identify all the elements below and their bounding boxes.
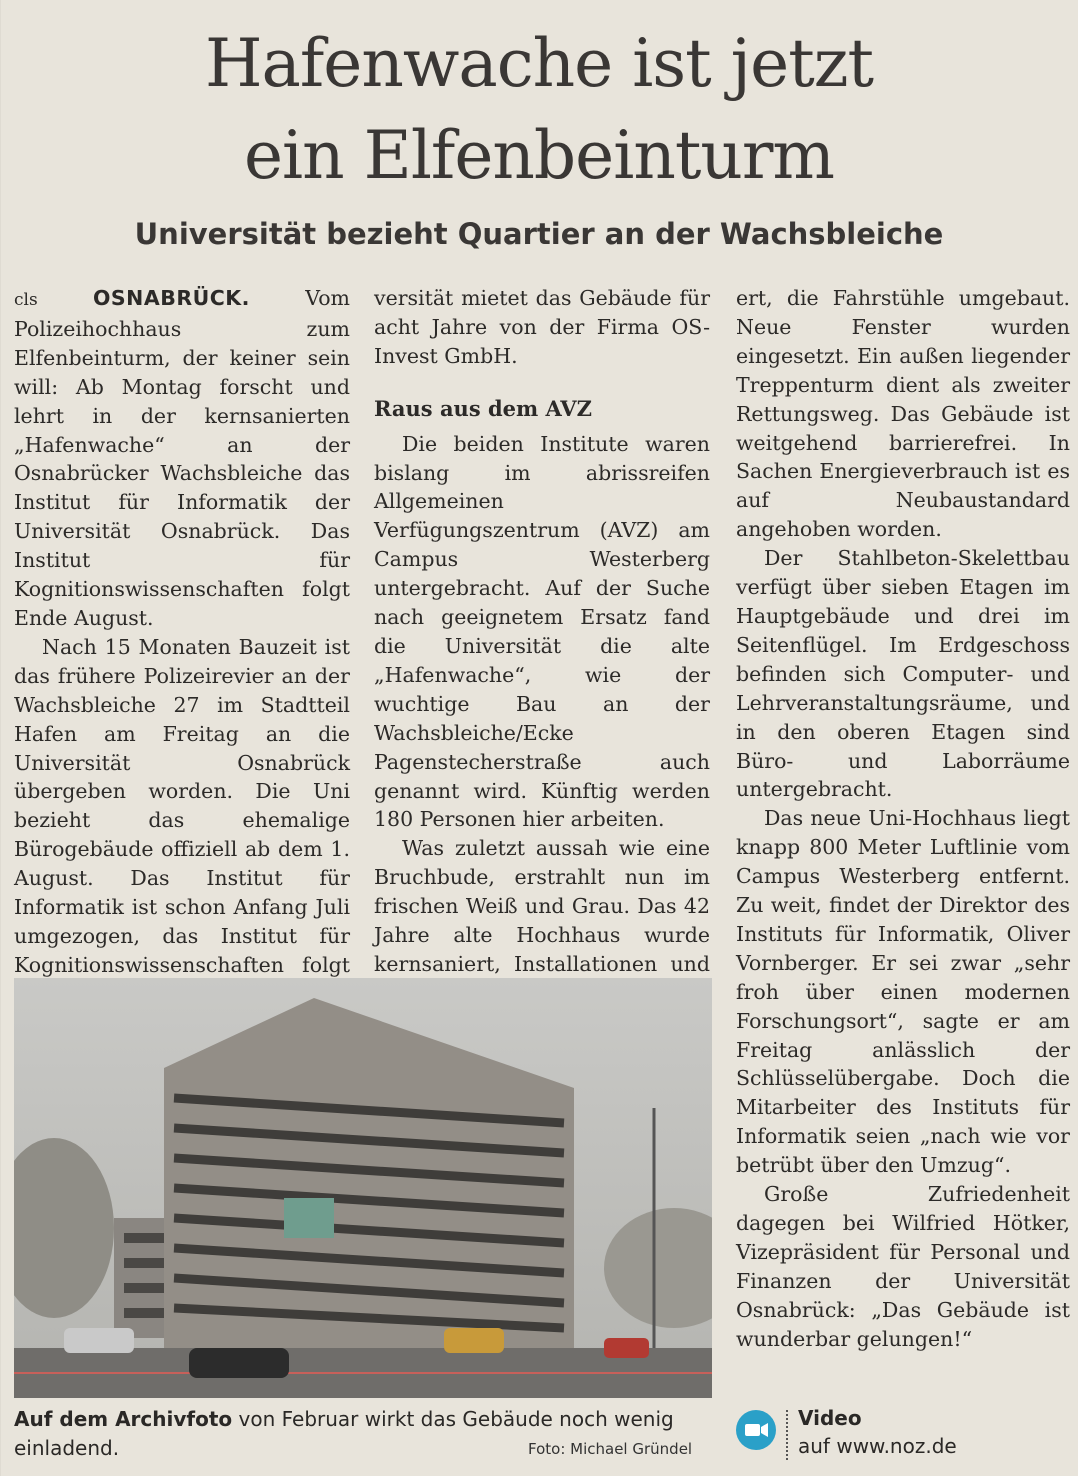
dateline: OSNABRÜCK.: [92, 286, 250, 310]
headline-line-2: ein Elfenbeinturm: [243, 117, 835, 194]
article-paragraph: Das neue Uni-Hochhaus liegt knapp 800 Meter Luftlinie vom Campus Westerberg entfernt. Zu weit, findet der Direktor des Instituts für Informatik, Oliver Vornberger. Er sei zwar „sehr froh über einen modernen Forschungsort“, sagte er am Freitag anlässlich der Schlüsselübergabe. Doch die Mitarbeiter des Instituts für Informatik seien „nach wie vor betrübt über den Umzug“.: [736, 806, 1070, 1178]
building-illustration: [14, 978, 712, 1398]
article-paragraph: Große Zufriedenheit dagegen bei Wilfried Hötker, Vizepräsident für Personal und Finanzen der Universität Osnabrück: „Das Gebäude ist wunderbar gelungen!“: [736, 1182, 1070, 1351]
article-headline: [0, 18, 1078, 202]
article-column-2: [374, 284, 710, 1008]
article-column-3: [736, 284, 1070, 1354]
video-title: Video: [798, 1406, 862, 1430]
article-paragraph: [14, 284, 350, 633]
divider: [786, 1410, 788, 1460]
article-column-1: [14, 284, 350, 1009]
photo-credit: Foto: Michael Gründel: [528, 1440, 693, 1458]
caption-lead: Auf dem Archivfoto: [14, 1407, 233, 1431]
author-kicker: cls: [14, 290, 38, 310]
video-link[interactable]: auf www.noz.de: [798, 1434, 957, 1458]
section-subhead: Raus aus dem AVZ: [374, 395, 592, 421]
article-paragraph: Nach 15 Monaten Bauzeit ist das frühere Polizeirevier an der Wachsbleiche 27 im Stadtteil Hafen am Freitag an die Universität Osnabrück übergeben worden. Die Uni bezieht das ehemalige Bürogebäude offiziell ab dem 1. August. Das Institut für Informatik ist schon Anfang Juli umgezogen, das Institut für Kognitionswissenschaften folgt: [14, 634, 350, 977]
building-photo: [14, 978, 712, 1398]
video-teaser[interactable]: [736, 1406, 1066, 1462]
article-paragraph: versität mietet das Gebäude für acht Jahre von der Firma OS-Invest GmbH.: [374, 286, 710, 368]
video-camera-icon: [736, 1410, 776, 1450]
article-subheadline: Universität bezieht Quartier an der Wachsbleiche: [134, 217, 944, 251]
paragraph-text: Vom Polizeihochhaus zum Elfenbeinturm, der keiner sein will: Ab Montag forscht und lehrt in der kernsanierten „Hafenwache“ an der Osnabrücker Wachsbleiche das Institut für Informatik der Universität Osnabrück. Das Institut für Kognitionswissenschaften folgt Ende August.: [14, 286, 350, 630]
headline-line-1: Hafenwache ist jetzt: [204, 25, 874, 102]
article-paragraph: Was zuletzt aussah wie eine Bruchbude, erstrahlt nun im frischen Weiß und Grau. Das 42 Jahre alte Hochhaus wurde kernsaniert, Installationen und: [374, 836, 710, 976]
article-paragraph: Der Stahlbeton-Skelettbau verfügt über sieben Etagen im Hauptgebäude und drei im Seitenflügel. Im Erdgeschoss befinden sich Computer- und Lehrveranstaltungsräume, und in den oberen Etagen sind Büro- und Laborräume untergebracht.: [736, 546, 1070, 802]
article-paragraph: ert, die Fahrstühle umgebaut. Neue Fenster wurden eingesetzt. Ein außen liegender Treppenturm dient als zweiter Rettungsweg. Das Gebäude ist weitgehend barrierefrei. In Sachen Energieverbrauch ist es auf Neubaustandard angehoben worden.: [736, 286, 1070, 542]
article-paragraph: Die beiden Institute waren bislang im abrissreifen Allgemeinen Verfügungszentrum (AVZ) am Campus Westerberg untergebracht. Auf der Suche nach geeignetem Ersatz fand die Universität die alte „Hafenwache“, wie der wuchtige Bau an der Wachsbleiche/Ecke Pagenstecherstraße auch genannt wird. Künftig werden 180 Personen hier arbeiten.: [374, 431, 710, 832]
caption-text: von Februar wirkt das Gebäude noch wenig einladend.: [14, 1407, 674, 1460]
